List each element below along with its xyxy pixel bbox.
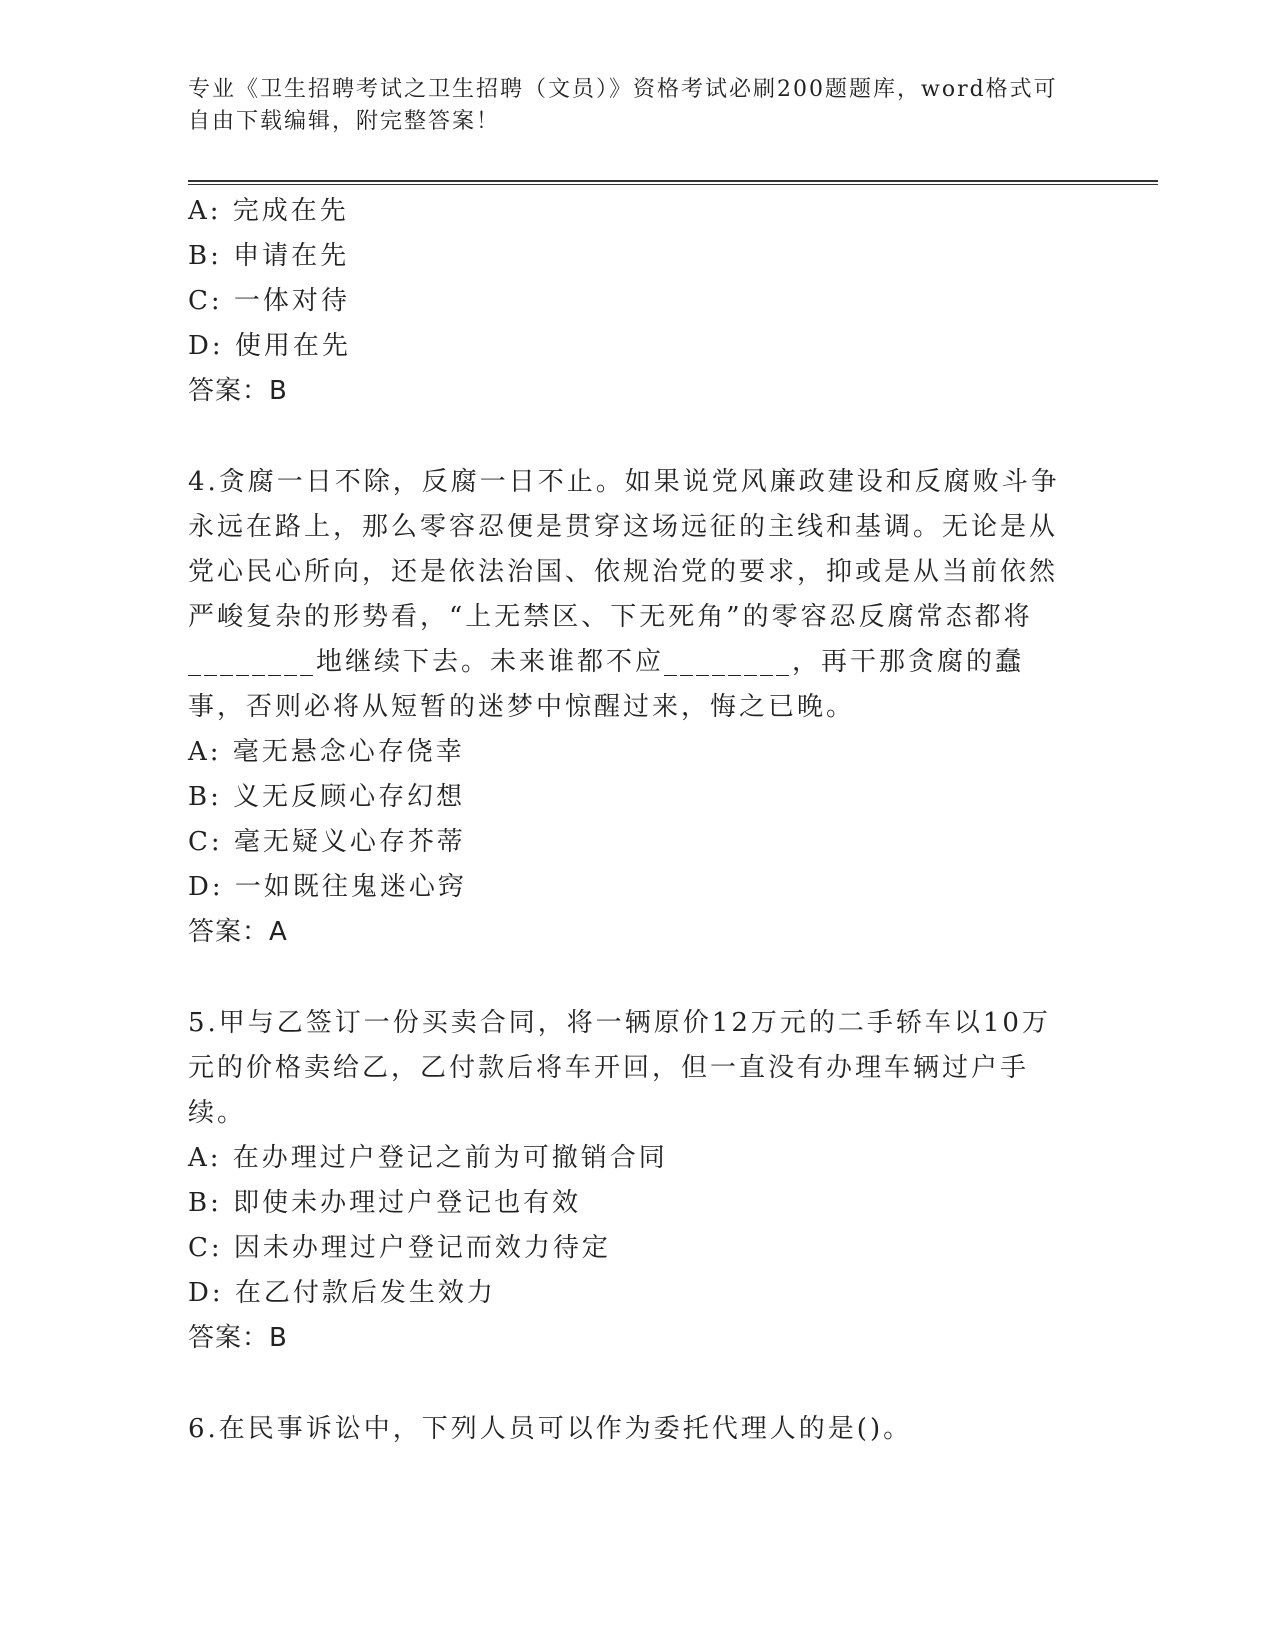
option-c: C: 毫无疑义心存芥蒂: [188, 827, 466, 857]
option-d: D: 使用在先: [188, 331, 351, 361]
option-a: A: 毫无悬念心存侥幸: [188, 737, 465, 767]
question-block-3: [188, 189, 1078, 414]
header-rule-thin: [188, 184, 1158, 185]
option-d: D: 一如既往鬼迷心窍: [188, 872, 467, 902]
question-list: [188, 189, 1078, 1452]
option-a: A: 在办理过户登记之前为可撤销合同: [188, 1143, 668, 1173]
option-c: C: 一体对待: [188, 286, 350, 316]
question-text: 5.甲与乙签订一份买卖合同，将一辆原价12万元的二手轿车以10万元的价格卖给乙，乙付款后将车开回，但一直没有办理车辆过户手续。: [188, 1008, 1051, 1128]
question-block-5: [188, 1001, 1078, 1361]
option-a: A: 完成在先: [188, 196, 349, 226]
option-d: D: 在乙付款后发生效力: [188, 1278, 496, 1308]
answer-line: 答案：B: [188, 376, 288, 406]
question-text: 6.在民事诉讼中，下列人员可以作为委托代理人的是()。: [188, 1414, 913, 1444]
option-b: B: 申请在先: [188, 241, 350, 271]
answer-line: 答案：B: [188, 1323, 288, 1353]
document-header: 专业《卫生招聘考试之卫生招聘（文员）》资格考试必刷200题题库，word格式可自由下载编辑，附完整答案！: [188, 77, 1058, 134]
question-block-4: [188, 460, 1078, 955]
header-rule: [188, 180, 1158, 182]
option-b: B: 即使未办理过户登记也有效: [188, 1188, 582, 1218]
question-text: 4.贪腐一日不除，反腐一日不止。如果说党风廉政建设和反腐败斗争永远在路上，那么零容忍便是贯穿这场远征的主线和基调。无论是从党心民心所向，还是依法治国、依规治党的要求，抑或是从当前依然严峻复杂的形势看，“上无禁区、下无死角”的零容忍反腐常态都将________地继续下去。未来谁都不应________，再干那贪腐的蠢事，否则必将从短暂的迷梦中惊醒过来，悔之已晚。: [188, 467, 1060, 722]
question-block-6: [188, 1407, 1078, 1452]
answer-line: 答案：A: [188, 917, 288, 947]
option-b: B: 义无反顾心存幻想: [188, 782, 466, 812]
option-c: C: 因未办理过户登记而效力待定: [188, 1233, 611, 1263]
